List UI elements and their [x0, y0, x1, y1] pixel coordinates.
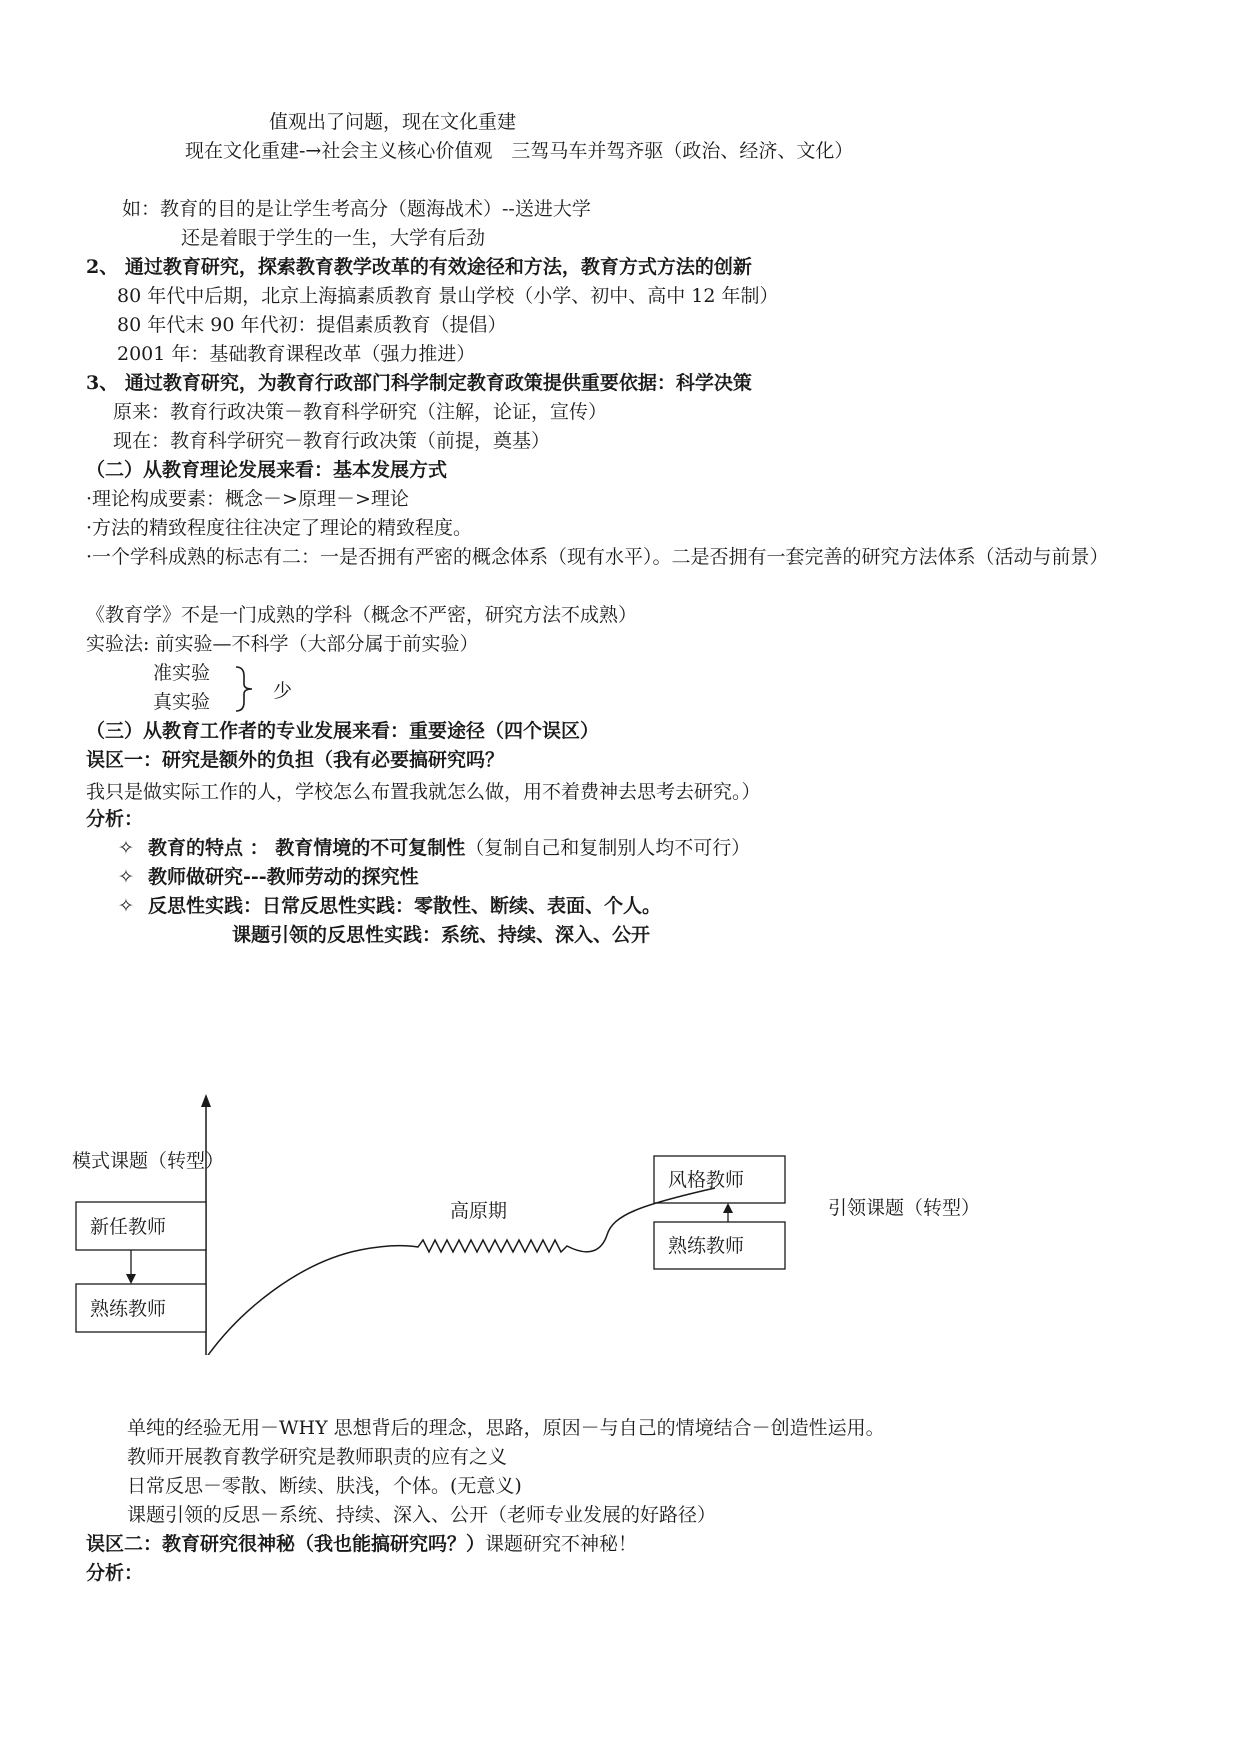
plateau-label: 高原期: [450, 1200, 508, 1222]
list-item-text: 反思性实践：日常反思性实践：零散性、断续、表面、个人。: [148, 895, 662, 917]
text-line: 教师开展教育教学研究是教师职责的应有之义: [127, 1446, 508, 1468]
skilled-teacher-label-left: 熟练教师: [90, 1298, 167, 1320]
list-item: [118, 864, 419, 890]
analysis-label: 分析：: [86, 1562, 144, 1584]
text-line: 2001 年：基础教育课程改革（强力推进）: [117, 343, 476, 365]
list-item-text: 教师做研究---教师劳动的探究性: [148, 866, 419, 888]
diamond-bullet-icon: ✧: [118, 837, 134, 859]
myth-body: 课题研究不神秘！: [485, 1533, 638, 1555]
skilled-teacher-label-right: 熟练教师: [668, 1235, 745, 1257]
list-item: [118, 893, 661, 919]
myth-title: 误区二：教育研究很神秘（我也能搞研究吗？）: [86, 1533, 486, 1555]
text-line: 少: [273, 680, 293, 702]
list-item-text: （复制自己和复制别人均不可行）: [465, 837, 751, 859]
text-line: 如：教育的目的是让学生考高分（题海战术）--送进大学: [122, 198, 591, 220]
bullet-item: ·理论构成要素：概念－>原理－>理论: [86, 488, 409, 510]
diamond-bullet-icon: ✧: [118, 895, 134, 917]
myth-title: 误区一：研究是额外的负担（我有必要搞研究吗？: [86, 749, 505, 771]
myth-paragraph: [86, 744, 1176, 808]
text-line: 80 年代末 90 年代初：提倡素质教育（提倡）: [117, 314, 507, 336]
text-line: 准实验: [153, 662, 211, 684]
text-line: 值观出了问题，现在文化重建: [269, 111, 517, 133]
text-line: 实验法: 前实验—不科学（大部分属于前实验）: [86, 633, 479, 655]
text-line: 课题引领的反思－系统、持续、深入、公开（老师专业发展的好路径）: [127, 1504, 717, 1526]
list-item-bold: 教育的特点 ： 教育情境的不可复制性: [148, 837, 466, 859]
text-line: 真实验: [153, 691, 211, 713]
text-line: 80 年代中后期，北京上海搞素质教育 景山学校（小学、初中、高中 12 年制）: [117, 285, 779, 307]
up-arrow-icon: [723, 1203, 733, 1213]
section-heading: （二）从教育理论发展来看：基本发展方式: [86, 459, 448, 481]
text-line: 还是着眼于学生的一生，大学有后劲: [181, 227, 486, 249]
section-heading: （三）从教育工作者的专业发展来看：重要途径（四个误区）: [86, 720, 600, 742]
text-line: 原来：教育行政决策－教育科学研究（注解，论证，宣传）: [113, 401, 608, 423]
brace-icon: [232, 664, 256, 714]
section-heading: 3、 通过教育研究，为教育行政部门科学制定教育政策提供重要依据：科学决策: [86, 372, 752, 394]
list-item: [118, 835, 750, 861]
lead-topic-label: 引领课题（转型）: [828, 1197, 981, 1219]
list-item: 课题引领的反思性实践：系统、持续、深入、公开: [232, 924, 651, 946]
myth-paragraph: [86, 1531, 637, 1557]
text-line: 现在：教育科学研究－教育行政决策（前提，奠基）: [113, 430, 551, 452]
down-arrow-icon: [126, 1274, 136, 1284]
text-line: 日常反思－零散、断续、肤浅，个体。(无意义): [127, 1475, 522, 1497]
text-line: 单纯的经验无用－WHY 思想背后的理念，思路，原因－与自己的情境结合－创造性运用。: [127, 1417, 885, 1439]
bullet-item: ·一个学科成熟的标志有二：一是否拥有严密的概念体系（现有水平）。二是否拥有一套完善的研究方法体系（活动与前景）: [86, 546, 1109, 568]
teacher-development-diagram: [0, 1085, 1241, 1355]
text-line: 现在文化重建-→社会主义核心价值观 三驾马车并驾齐驱（政治、经济、文化）: [185, 140, 854, 162]
bullet-item: ·方法的精致程度往往决定了理论的精致程度。: [86, 517, 473, 539]
mode-topic-label: 模式课题（转型）: [72, 1150, 225, 1172]
section-heading: 2、 通过教育研究，探索教育教学改革的有效途径和方法，教育方式方法的创新: [86, 256, 752, 278]
style-teacher-label: 风格教师: [668, 1169, 745, 1191]
analysis-label: 分析：: [86, 808, 144, 830]
new-teacher-label: 新任教师: [90, 1216, 167, 1238]
diamond-bullet-icon: ✧: [118, 866, 134, 888]
text-line: 《教育学》不是一门成熟的学科（概念不严密，研究方法不成熟）: [86, 604, 638, 626]
myth-body: 我只是做实际工作的人，学校怎么布置我就怎么做，用不着费神去思考去研究。）: [86, 781, 761, 803]
y-axis-arrow-icon: [201, 1094, 211, 1107]
